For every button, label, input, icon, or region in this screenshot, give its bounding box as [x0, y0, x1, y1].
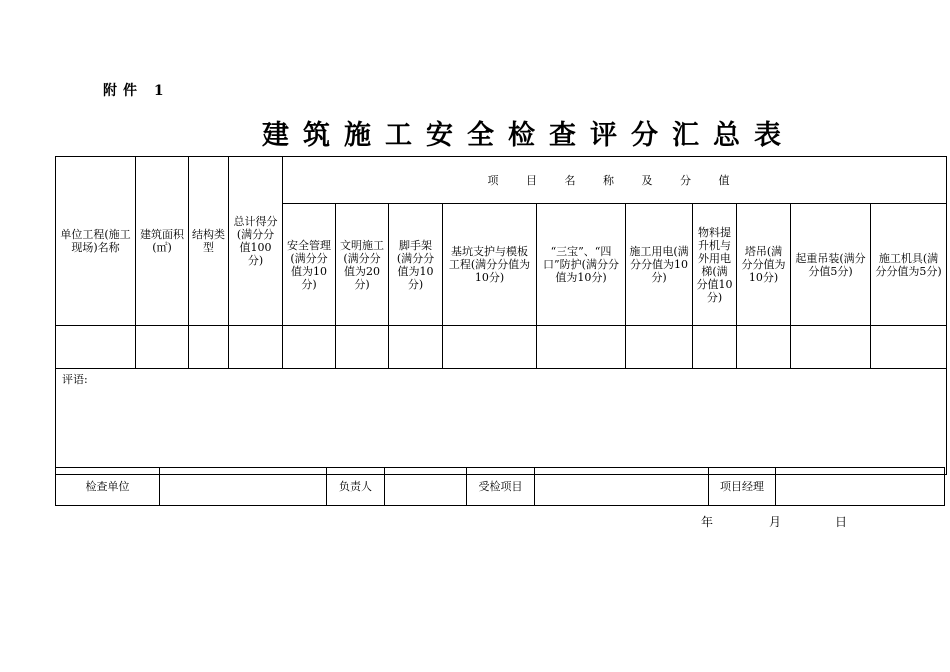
- table-cell[interactable]: [229, 326, 283, 369]
- date-month-label: 月: [769, 515, 782, 529]
- header-project-items: 项 目 名 称 及 分 值: [283, 157, 947, 204]
- table-cell[interactable]: [136, 326, 189, 369]
- header-item: “三宝”、“四口”防护(满分分值为10分): [537, 204, 626, 326]
- score-summary-table: [55, 156, 947, 475]
- comment-area[interactable]: [56, 369, 947, 475]
- inspect-unit-label: 检查单位: [56, 468, 160, 506]
- table-cell[interactable]: [443, 326, 537, 369]
- table-cell[interactable]: [626, 326, 693, 369]
- header-item: 脚手架(满分分值为10分): [389, 204, 443, 326]
- header-item: 基坑支护与模板工程(满分分值为10分): [443, 204, 537, 326]
- inspect-unit-field[interactable]: [160, 468, 327, 506]
- page-title: 建筑施工安全检查评分汇总表: [262, 120, 795, 151]
- table-cell[interactable]: [871, 326, 947, 369]
- project-manager-label: 项目经理: [709, 468, 776, 506]
- header-item: 塔吊(满分分值为10分): [737, 204, 791, 326]
- project-manager-field[interactable]: [776, 468, 945, 506]
- header-item: 施工机具(满分分值为5分): [871, 204, 947, 326]
- header-unit-name: 单位工程(施工现场)名称: [56, 157, 136, 326]
- table-cell[interactable]: [693, 326, 737, 369]
- table-cell[interactable]: [283, 326, 336, 369]
- table-cell[interactable]: [189, 326, 229, 369]
- table-cell[interactable]: [389, 326, 443, 369]
- sign-off-table: [55, 467, 945, 506]
- header-item: 施工用电(满分分值为10分): [626, 204, 693, 326]
- date-day-label: 日: [835, 515, 848, 529]
- table-cell[interactable]: [791, 326, 871, 369]
- table-row: [56, 326, 947, 369]
- table-cell[interactable]: [537, 326, 626, 369]
- responsible-label: 负责人: [327, 468, 385, 506]
- inspected-project-label: 受检项目: [467, 468, 535, 506]
- table-cell[interactable]: [737, 326, 791, 369]
- date-year-label: 年: [701, 515, 714, 529]
- table-cell[interactable]: [336, 326, 389, 369]
- responsible-field[interactable]: [385, 468, 467, 506]
- header-structure-type: 结构类型: [189, 157, 229, 326]
- attachment-label: 附件 1: [103, 83, 170, 99]
- inspected-project-field[interactable]: [535, 468, 709, 506]
- header-building-area: 建筑面积(㎡): [136, 157, 189, 326]
- table-cell[interactable]: [56, 326, 136, 369]
- header-item: 物料提升机与外用电梯(满分值10分): [693, 204, 737, 326]
- header-item: 起重吊装(满分分值5分): [791, 204, 871, 326]
- comment-label: 评语:: [62, 373, 88, 386]
- header-item: 安全管理(满分分值为10分): [283, 204, 336, 326]
- header-total-score: 总计得分(满分分值100分): [229, 157, 283, 326]
- header-item: 文明施工(满分分值为20分): [336, 204, 389, 326]
